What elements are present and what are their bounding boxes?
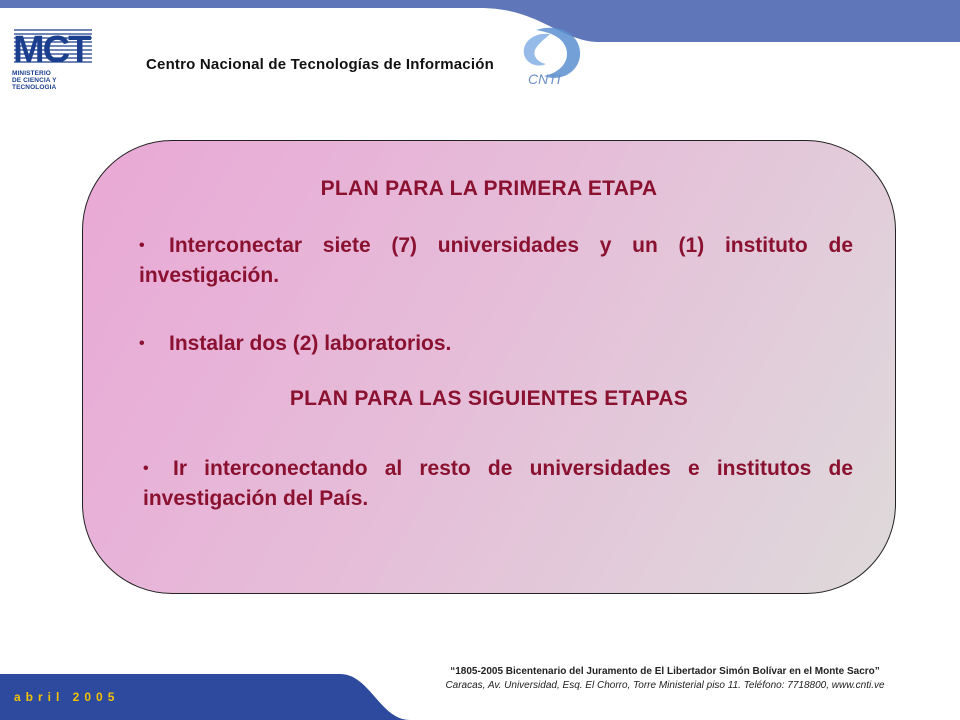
ministry-caption-line: DE CIENCIA Y TECNOLOGIA: [12, 77, 57, 91]
bullet-dot-icon: •: [139, 335, 145, 352]
cnti-logo-icon: [506, 22, 586, 88]
footer-address: Caracas, Av. Universidad, Esq. El Chorro, Torre Ministerial piso 11. Teléfono: 7718800, www.cnti.ve: [445, 680, 885, 691]
header-title: Centro Nacional de Tecnologías de Información: [146, 56, 494, 73]
heading-first-stage: PLAN PARA LA PRIMERA ETAPA: [320, 177, 658, 200]
content-panel: [82, 140, 896, 594]
ministry-caption-line: MINISTERIO: [12, 70, 51, 77]
bullet-text: Interconectar siete (7) universidades y un (1) instituto de investigación.: [139, 234, 853, 287]
bullet-text: Ir interconectando al resto de universidades e institutos de investigación del País.: [143, 457, 853, 510]
bullet-dot-icon: •: [139, 237, 145, 254]
bullet-item: [139, 231, 853, 291]
heading-next-stages: PLAN PARA LAS SIGUIENTES ETAPAS: [289, 387, 689, 410]
bullet-item: [143, 454, 853, 514]
ministry-caption: [12, 70, 102, 91]
bullet-dot-icon: •: [143, 460, 149, 477]
svg-text:MCT: MCT: [13, 29, 90, 71]
footer-date: abril 2005: [14, 690, 120, 704]
footer-motto: “1805-2005 Bicentenario del Juramento de El Libertador Simón Bolívar en el Monte Sacro”: [450, 666, 880, 677]
bullet-item: [139, 329, 853, 359]
top-banner: [0, 0, 960, 42]
bullet-text: Instalar dos (2) laboratorios.: [169, 332, 452, 355]
svg-text:CNTI: CNTI: [528, 71, 561, 87]
